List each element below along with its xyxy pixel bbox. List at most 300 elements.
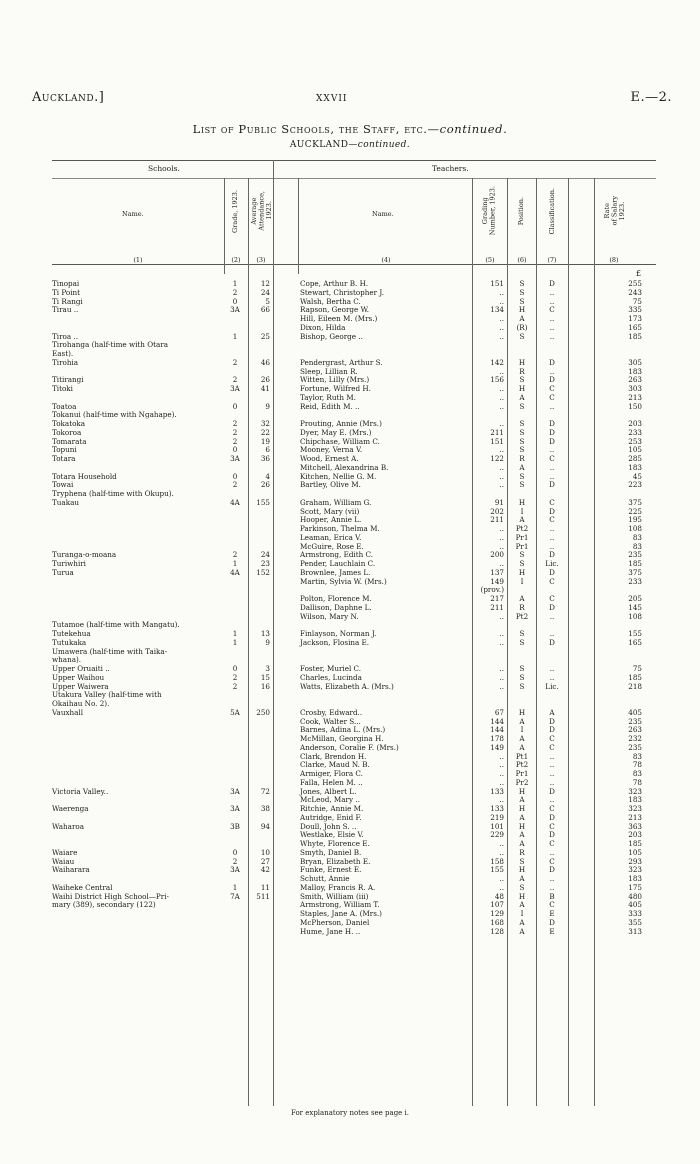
grade: 1: [232, 279, 238, 288]
position: H: [518, 821, 526, 831]
position: Pt2: [515, 524, 529, 533]
teacher-name: Polton, Florence M.: [300, 594, 372, 603]
grading-number: (prov.): [480, 585, 504, 595]
salary: 83: [632, 769, 642, 778]
salary: 83: [632, 532, 642, 542]
header-grading: [472, 182, 507, 240]
table-row: [52, 691, 656, 700]
position: S: [519, 664, 525, 673]
col-number: (1): [133, 256, 143, 264]
attendance: 66: [260, 305, 270, 315]
position: Pr1: [515, 541, 529, 551]
salary: 225: [628, 506, 642, 516]
position: A: [519, 812, 525, 822]
position: H: [518, 707, 526, 717]
attendance: 13: [260, 629, 270, 638]
grading-number: 211: [490, 515, 504, 525]
grade: 2: [232, 681, 238, 691]
salary: 173: [628, 314, 642, 323]
grading-number: ..: [499, 760, 504, 770]
grade: 0: [232, 296, 238, 306]
school-name: Ti Point: [52, 287, 81, 297]
salary: 185: [628, 672, 642, 682]
school-name: Tirohanga (half-time with Otara: [52, 340, 168, 350]
salary: 235: [628, 742, 642, 752]
grading-number: 156: [490, 375, 504, 385]
salary: 323: [628, 865, 642, 875]
classification: D: [549, 865, 555, 875]
position: A: [519, 830, 525, 840]
grading-number: ..: [499, 874, 504, 883]
classification: D: [549, 786, 555, 796]
teacher-name: Crosby, Edward..: [300, 707, 363, 717]
position: S: [519, 287, 525, 297]
table-row: [52, 928, 656, 937]
grading-number: ..: [499, 401, 504, 411]
teacher-name: Dyer, May E. (Mrs.): [300, 427, 372, 437]
grade: 0: [232, 471, 238, 481]
grade: 2: [232, 375, 238, 385]
classification: B: [549, 891, 555, 901]
position: Pr2: [515, 777, 529, 787]
teacher-name: Armstrong, Edith C.: [300, 550, 374, 560]
school-name: Waiau: [52, 856, 75, 866]
attendance: 38: [260, 804, 270, 813]
salary: 83: [632, 541, 642, 551]
attendance: 32: [260, 419, 270, 428]
salary: 263: [628, 375, 642, 385]
grade: 2: [232, 419, 238, 428]
teacher-name: Scott, Mary (vii): [300, 506, 360, 516]
classification: D: [549, 436, 555, 446]
position: S: [519, 401, 525, 411]
teacher-name: McLeod, Mary ..: [300, 795, 360, 805]
teacher-name: Pender, Lauchlain C.: [300, 559, 376, 568]
attendance: 6: [265, 445, 270, 455]
salary: 183: [628, 462, 642, 472]
attendance: 3: [265, 664, 270, 673]
salary: 303: [628, 384, 642, 393]
salary: 145: [628, 602, 642, 612]
salary: 195: [628, 515, 642, 525]
grading-number: 211: [490, 602, 504, 612]
grading-number: ..: [499, 480, 504, 490]
salary: 83: [632, 751, 642, 761]
position: R: [519, 366, 525, 376]
teacher-name: Dixon, Hilda: [300, 322, 346, 332]
position: S: [519, 331, 525, 341]
position: Pt1: [515, 751, 529, 761]
school-name: Turanga-o-moana: [52, 550, 117, 560]
header-position: [508, 182, 536, 240]
table-row: [52, 578, 656, 587]
grading-number: 202: [490, 506, 504, 516]
salary: 255: [628, 279, 642, 288]
classification: D: [549, 550, 555, 560]
teacher-name: Funke, Ernest E.: [300, 865, 362, 875]
salary: 203: [628, 830, 642, 840]
attendance: 25: [260, 331, 270, 341]
grade: 3A: [230, 786, 240, 796]
teacher-name: Fortune, Wilfred H.: [300, 384, 371, 393]
teacher-name: Sleep, Lillian R.: [300, 366, 358, 376]
teacher-name: Ritchie, Annie M.: [300, 804, 364, 813]
grade: 2: [232, 436, 238, 446]
grade: 7A: [230, 891, 240, 901]
teacher-name: Autridge, Enid F.: [300, 812, 362, 822]
salary: 335: [628, 305, 642, 315]
classification: E: [549, 926, 555, 936]
attendance: 9: [265, 401, 270, 411]
position: Pr1: [515, 532, 529, 542]
teacher-name: Bishop, George ..: [300, 331, 363, 341]
grading-number: ..: [499, 445, 504, 455]
teacher-name: Parkinson, Thelma M.: [300, 524, 380, 533]
position: A: [519, 734, 525, 743]
classification: C: [549, 804, 555, 813]
school-name: Titirangi: [52, 375, 84, 385]
classification: C: [549, 384, 555, 393]
group-schools: Schools.: [148, 164, 180, 173]
footnote: For explanatory notes see page i.: [290, 1109, 410, 1117]
grade: 1: [232, 882, 238, 892]
grade: 1: [232, 629, 238, 638]
classification: D: [549, 279, 555, 288]
grading-number: 144: [490, 725, 504, 735]
attendance: 10: [260, 847, 270, 857]
position: (R): [516, 322, 528, 332]
position: H: [518, 865, 526, 875]
attendance: 9: [265, 637, 270, 647]
school-name: Upper Oruaiti ..: [52, 664, 110, 673]
teacher-name: Smyth, Daniel B.: [300, 847, 362, 857]
teacher-name: McMillan, Georgina H.: [300, 734, 384, 743]
grading-number: 144: [490, 716, 504, 726]
classification: ..: [549, 366, 555, 376]
salary: 155: [628, 629, 642, 638]
classification: D: [549, 480, 555, 490]
table-top-rule: [52, 160, 656, 161]
classification: ..: [549, 471, 555, 481]
teacher-name: Bartley, Olive M.: [300, 480, 361, 490]
grading-number: ..: [499, 629, 504, 638]
position: H: [518, 305, 526, 315]
position: A: [519, 742, 525, 752]
col-number: (4): [381, 256, 391, 264]
region-continued: continued.: [357, 140, 411, 150]
grade: 1: [232, 637, 238, 647]
classification: ..: [549, 445, 555, 455]
grading-number: 128: [490, 926, 504, 936]
grading-number: ..: [499, 462, 504, 472]
teacher-name: Mooney, Verna V.: [300, 445, 363, 455]
position: A: [519, 392, 525, 402]
position: H: [518, 384, 526, 393]
position: A: [519, 314, 525, 323]
school-name: Waiharara: [52, 865, 90, 875]
school-name: Waihi District High School—Pri-: [52, 891, 169, 901]
header-right: E.—2.: [630, 90, 672, 105]
teacher-name: Pendergrast, Arthur S.: [300, 357, 383, 367]
classification: ..: [549, 882, 555, 892]
school-name: Waiare: [52, 847, 78, 857]
classification: ..: [549, 795, 555, 805]
teacher-name: Smith, William (iii): [300, 891, 369, 901]
school-name: Tiroa ..: [52, 331, 78, 341]
grading-number: ..: [499, 559, 504, 568]
grading-number: 155: [490, 865, 504, 875]
grade: 1: [232, 331, 238, 341]
grading-number: ..: [499, 392, 504, 402]
classification: D: [549, 716, 555, 726]
grade: 2: [232, 672, 238, 682]
page-number: xxvii: [316, 90, 348, 105]
teacher-name: Martin, Sylvia W. (Mrs.): [300, 576, 387, 586]
attendance: 4: [265, 471, 270, 481]
classification: Lic.: [545, 681, 559, 691]
grading-number: 122: [490, 454, 504, 463]
header-grade-text: Grade, 1923.: [231, 189, 240, 233]
school-name: Topuni: [52, 445, 77, 455]
salary: 75: [632, 664, 642, 673]
teacher-name: Staples, Jane A. (Mrs.): [300, 909, 382, 918]
salary: 233: [628, 576, 642, 586]
school-name: Upper Waihou: [52, 672, 105, 682]
position: H: [518, 357, 526, 367]
attendance: 250: [256, 707, 270, 717]
position: S: [519, 471, 525, 481]
position: R: [519, 847, 525, 857]
classification: ..: [549, 401, 555, 411]
attendance: 46: [260, 357, 270, 367]
grading-number: 229: [490, 830, 504, 840]
salary: 150: [628, 401, 642, 411]
attendance: 11: [260, 882, 270, 892]
position: Pt2: [515, 611, 529, 621]
position: S: [519, 436, 525, 446]
salary: 45: [632, 471, 642, 481]
salary: 313: [628, 926, 642, 936]
school-name: Tuakau: [52, 497, 79, 507]
header-classification-text: Classification.: [547, 187, 556, 235]
attendance: 24: [260, 287, 270, 297]
classification: ..: [549, 664, 555, 673]
teacher-name: Dallison, Daphne L.: [300, 602, 372, 612]
teacher-name: Armstrong, William T.: [300, 900, 380, 910]
school-name: Tokoroa: [52, 427, 82, 437]
attendance: 26: [260, 375, 270, 385]
classification: C: [549, 839, 555, 848]
group-teachers: Teachers.: [432, 164, 469, 173]
school-name: Tomarata: [52, 436, 87, 446]
position: I: [520, 576, 524, 586]
teacher-name: Rapson, George W.: [300, 305, 369, 315]
position: A: [519, 874, 525, 883]
grading-number: ..: [499, 637, 504, 647]
grade: 3B: [230, 821, 240, 831]
salary: 333: [628, 909, 642, 918]
salary: 203: [628, 419, 642, 428]
salary: 78: [632, 760, 642, 770]
header-position-text: Position.: [517, 196, 526, 226]
school-name: East).: [52, 349, 74, 358]
attendance: 152: [256, 567, 270, 577]
teacher-name: Charles, Lucinda: [300, 672, 362, 682]
attendance: 41: [260, 384, 270, 393]
grading-number: ..: [499, 541, 504, 551]
attendance: 5: [265, 296, 270, 306]
teacher-name: Cook, Walter S...: [300, 716, 361, 726]
position: A: [519, 839, 525, 848]
region-name: AUCKLAND—: [289, 140, 358, 150]
teacher-name: Wood, Ernest A.: [300, 454, 359, 463]
salary: 293: [628, 856, 642, 866]
teacher-name: Wilson, Mary N.: [300, 611, 359, 621]
classification: D: [549, 419, 555, 428]
salary: 253: [628, 436, 642, 446]
classification: D: [549, 375, 555, 385]
school-name: Tutamoe (half-time with Mangatu).: [52, 620, 180, 630]
classification: D: [549, 637, 555, 647]
grading-number: ..: [499, 777, 504, 787]
teacher-name: Brownlee, James L.: [300, 567, 371, 577]
attendance: 24: [260, 550, 270, 560]
teacher-name: Doull, John S. ..: [300, 821, 357, 831]
position: A: [519, 515, 525, 525]
classification: D: [549, 812, 555, 822]
grade: 2: [232, 550, 238, 560]
classification: D: [549, 602, 555, 612]
grading-number: 158: [490, 856, 504, 866]
grading-number: ..: [499, 751, 504, 761]
grading-number: ..: [499, 769, 504, 778]
grading-number: ..: [499, 314, 504, 323]
salary: 235: [628, 550, 642, 560]
header-attendance-text: Average Attendance, 1923.: [249, 191, 273, 231]
position: I: [520, 909, 524, 918]
position: S: [519, 296, 525, 306]
group-rule: [52, 178, 656, 179]
school-name: Ti Rangi: [52, 296, 83, 306]
school-name: Turua: [52, 567, 74, 577]
attendance: 19: [260, 436, 270, 446]
currency-symbol: £: [636, 269, 642, 278]
attendance: 15: [260, 672, 270, 682]
teacher-name: Westlake, Elsie V.: [300, 830, 364, 840]
attendance: 12: [260, 279, 270, 288]
classification: D: [549, 830, 555, 840]
header-school-name: Name.: [122, 210, 144, 218]
grading-number: ..: [499, 287, 504, 297]
classification: C: [549, 576, 555, 586]
grade: 2: [232, 856, 238, 866]
salary: 185: [628, 559, 642, 568]
position: A: [519, 917, 525, 927]
grading-number: ..: [499, 384, 504, 393]
position: H: [518, 497, 526, 507]
grade: 3A: [230, 454, 240, 463]
grading-number: ..: [499, 611, 504, 621]
grading-number: ..: [499, 847, 504, 857]
school-name: Waiheke Central: [52, 882, 113, 892]
classification: ..: [549, 874, 555, 883]
schools-table: [52, 160, 656, 1106]
school-name: Umawera (half-time with Taika-: [52, 646, 168, 656]
col-number: (8): [609, 256, 619, 264]
grade: 3A: [230, 804, 240, 813]
position: S: [519, 559, 525, 568]
school-name: Victoria Valley..: [52, 786, 109, 796]
teacher-name: Schutt, Annie: [300, 874, 350, 883]
grading-number: 149: [490, 742, 504, 752]
position: H: [518, 567, 526, 577]
classification: C: [549, 734, 555, 743]
grading-number: 48: [494, 891, 504, 901]
school-name: Totara: [52, 454, 76, 463]
classification: E: [549, 909, 555, 918]
school-name: Tryphena (half-time with Okupu).: [52, 489, 174, 498]
position: S: [519, 427, 525, 437]
school-name: Tokatoka: [52, 419, 86, 428]
teacher-name: Leaman, Erica V.: [300, 532, 362, 542]
classification: ..: [549, 287, 555, 297]
salary: 223: [628, 480, 642, 490]
school-name: Tutukaka: [52, 637, 87, 647]
position: S: [519, 480, 525, 490]
grade: 2: [232, 480, 238, 490]
grading-number: 211: [490, 427, 504, 437]
grade: 0: [232, 445, 238, 455]
salary: 363: [628, 821, 642, 831]
classification: C: [549, 497, 555, 507]
salary: 405: [628, 900, 642, 910]
salary: 323: [628, 786, 642, 796]
header-attendance: [250, 182, 274, 240]
position: S: [519, 856, 525, 866]
header-classification: [537, 182, 568, 240]
grading-number: ..: [499, 419, 504, 428]
position: S: [519, 445, 525, 455]
salary: 183: [628, 795, 642, 805]
school-name: Tirohia: [52, 357, 79, 367]
position: A: [519, 900, 525, 910]
grade: 1: [232, 559, 238, 568]
grade: 4A: [230, 567, 240, 577]
grading-number: ..: [499, 795, 504, 805]
position: S: [519, 419, 525, 428]
teacher-name: Cope, Arthur B. H.: [300, 279, 369, 288]
teacher-name: Chipchase, William C.: [300, 436, 380, 446]
attendance: 23: [260, 559, 270, 568]
position: S: [519, 637, 525, 647]
header-bottom-rule: [52, 264, 656, 265]
salary: 165: [628, 637, 642, 647]
grading-number: 178: [490, 734, 504, 743]
school-name: Waerenga: [52, 804, 89, 813]
salary: 108: [628, 524, 642, 533]
classification: C: [549, 515, 555, 525]
classification: C: [549, 305, 555, 315]
header-salary: [595, 182, 635, 240]
classification: C: [549, 454, 555, 463]
teacher-name: Hill, Eileen M. (Mrs.): [300, 314, 378, 323]
classification: ..: [549, 751, 555, 761]
classification: C: [549, 594, 555, 603]
classification: ..: [549, 611, 555, 621]
grading-number: 149: [490, 576, 504, 586]
position: R: [519, 454, 525, 463]
position: S: [519, 375, 525, 385]
